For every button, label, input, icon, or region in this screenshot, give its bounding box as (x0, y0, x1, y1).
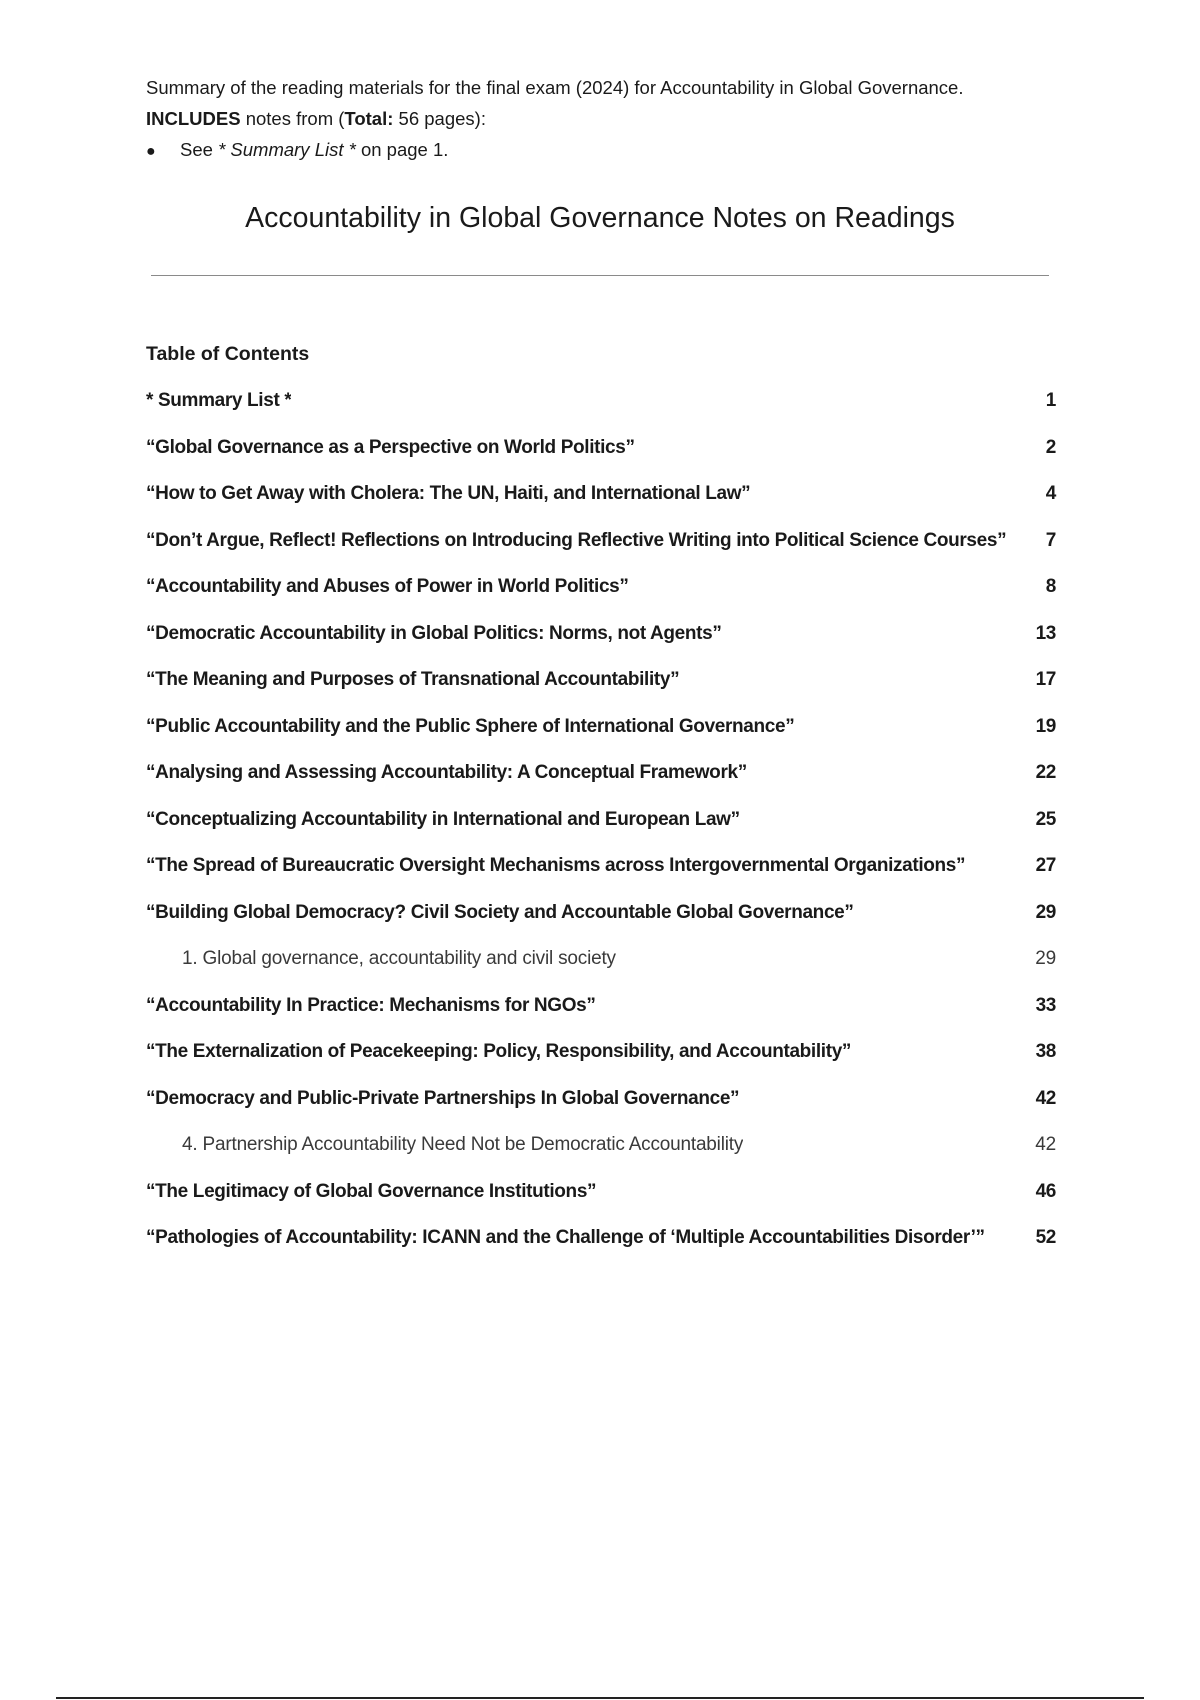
toc-entry-label: “Don’t Argue, Reflect! Reflections on Introducing Reflective Writing into Political Science Courses” (146, 529, 1007, 551)
toc-entry-page: 27 (1035, 855, 1056, 876)
toc-entry-page: 42 (1035, 1087, 1056, 1109)
bullet-icon: ● (146, 143, 156, 160)
toc-entry[interactable] (146, 576, 1056, 623)
toc-entry[interactable] (146, 483, 1056, 530)
toc-entry-label: “The Spread of Bureaucratic Oversight Mechanisms across Intergovernmental Organizations” (146, 855, 966, 876)
toc-entry[interactable] (146, 995, 1056, 1042)
toc-entry-page: 13 (1035, 622, 1056, 644)
toc-entry-label: “Accountability and Abuses of Power in World Politics” (146, 576, 629, 597)
toc-entry-label: “Conceptualizing Accountability in International and European Law” (146, 808, 740, 830)
intro-bullet (146, 134, 1076, 167)
toc-entry-page: 19 (1035, 715, 1056, 737)
toc-entry[interactable] (146, 623, 1056, 670)
toc-entry-page: 2 (1045, 436, 1056, 458)
toc-entry-label: “Pathologies of Accountability: ICANN and the Challenge of ‘Multiple Accountabilities Disorder’” (146, 1227, 985, 1248)
toc-entry[interactable] (146, 1041, 1056, 1088)
toc-entry[interactable] (146, 530, 1056, 577)
toc-entry[interactable] (146, 669, 1056, 716)
toc-entry[interactable] (146, 902, 1056, 949)
toc-entry-label: “The Legitimacy of Global Governance Institutions” (146, 1180, 597, 1202)
toc-entry[interactable] (146, 809, 1056, 856)
page-bottom-rule (56, 1697, 1144, 1699)
title-divider (151, 275, 1049, 276)
bullet-pre-text: See (180, 139, 219, 160)
total-label: Total: (344, 108, 394, 129)
toc-entry-page: 38 (1035, 1041, 1056, 1062)
toc-entry[interactable] (146, 437, 1056, 484)
total-pages-text: 56 pages): (393, 108, 486, 129)
toc-entry[interactable] (146, 1181, 1056, 1228)
toc-entry-page: 7 (1045, 529, 1056, 551)
toc-entry-label: “The Externalization of Peacekeeping: Policy, Responsibility, and Accountability” (146, 1041, 852, 1062)
toc-entry-page: 29 (1035, 901, 1056, 923)
toc-entry-label: “Democratic Accountability in Global Politics: Norms, not Agents” (146, 622, 722, 644)
summary-list-reference: * Summary List * (218, 139, 356, 160)
toc-entry-label: “Building Global Democracy? Civil Society and Accountable Global Governance” (146, 901, 854, 923)
toc-entry[interactable] (146, 762, 1056, 809)
toc-entry-label: 1. Global governance, accountability and civil society (182, 948, 616, 969)
toc-entry-page: 4 (1045, 483, 1056, 504)
toc-entry-label: “Global Governance as a Perspective on World Politics” (146, 436, 635, 458)
toc-entry[interactable] (146, 1227, 1056, 1274)
toc-entry[interactable] (146, 855, 1056, 902)
toc-entry-page: 46 (1035, 1180, 1056, 1202)
includes-label: INCLUDES (146, 108, 241, 129)
toc-entry-page: 29 (1035, 948, 1056, 969)
toc-entry-label: “The Meaning and Purposes of Transnational Accountability” (146, 669, 680, 690)
bullet-post-text: on page 1. (355, 139, 449, 160)
intro-summary-line: Summary of the reading materials for the final exam (2024) for Accountability in Global Governance. (146, 77, 964, 98)
toc-entry-label: * Summary List * (146, 390, 292, 411)
toc-heading: Table of Contents (146, 343, 310, 365)
toc-entry-label: “Analysing and Assessing Accountability: A Conceptual Framework” (146, 762, 747, 783)
toc-entry[interactable] (146, 716, 1056, 763)
toc-entry[interactable] (146, 390, 1056, 437)
toc-entry-label: “Democracy and Public-Private Partnerships In Global Governance” (146, 1087, 740, 1109)
document-title: Accountability in Global Governance Notes on Readings (245, 202, 955, 234)
toc-entry-label: “Public Accountability and the Public Sphere of International Governance” (146, 715, 795, 737)
toc-entry-page: 25 (1035, 808, 1056, 830)
toc-entry[interactable] (146, 1088, 1056, 1135)
toc-entry-label: 4. Partnership Accountability Need Not be Democratic Accountability (182, 1134, 744, 1155)
intro-block (146, 72, 1076, 167)
toc-entry-label: “How to Get Away with Cholera: The UN, Haiti, and International Law” (146, 483, 751, 504)
toc-list (146, 390, 1056, 1274)
toc-entry-page: 8 (1045, 576, 1056, 597)
intro-includes-line (146, 103, 1076, 134)
toc-entry-page: 1 (1045, 390, 1056, 411)
includes-text: notes from ( (240, 108, 345, 129)
toc-entry-label: “Accountability In Practice: Mechanisms for NGOs” (146, 994, 596, 1016)
toc-entry-page: 17 (1035, 669, 1056, 690)
toc-subentry[interactable] (146, 1134, 1056, 1181)
toc-entry-page: 33 (1035, 994, 1056, 1016)
toc-entry-page: 42 (1035, 1134, 1056, 1155)
toc-subentry[interactable] (146, 948, 1056, 995)
toc-entry-page: 52 (1035, 1227, 1056, 1248)
toc-entry-page: 22 (1035, 762, 1056, 783)
